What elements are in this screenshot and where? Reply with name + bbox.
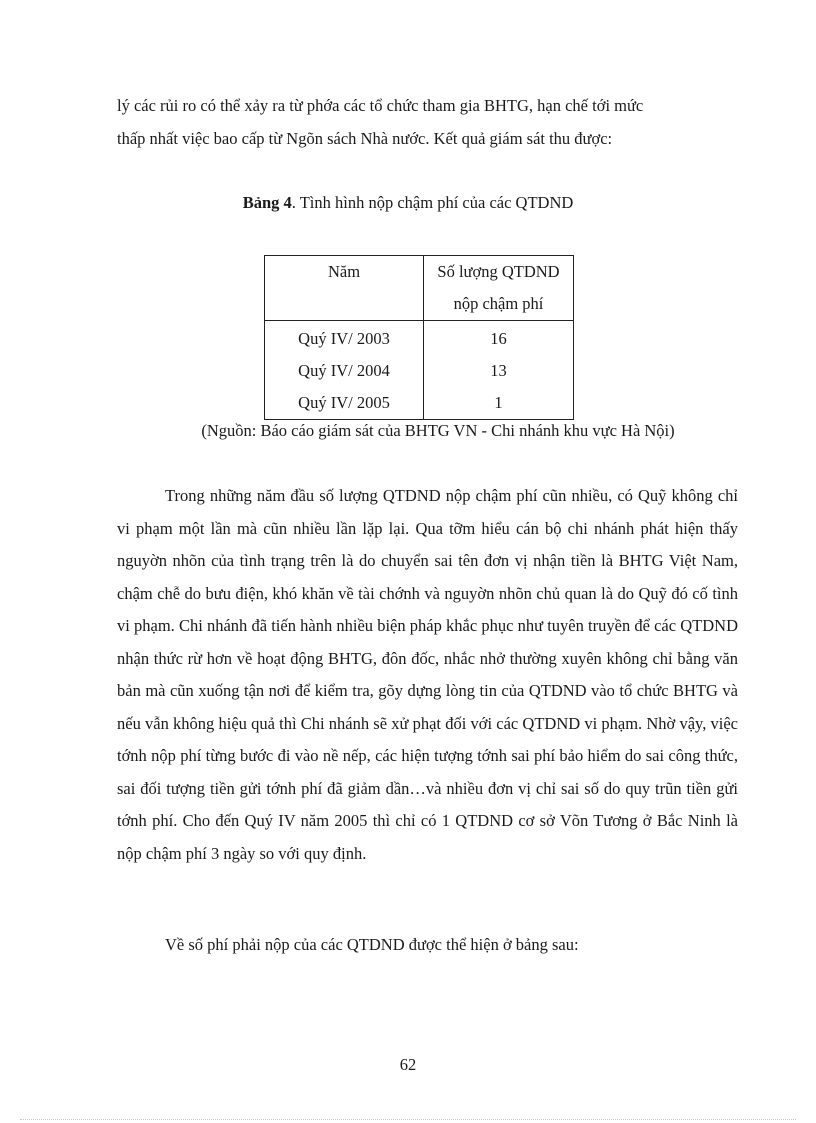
closing-paragraph: Về số phí phải nộp của các QTDND được thể hiện ở bảng sau: [165, 935, 579, 954]
page-number: 62 [399, 1055, 417, 1074]
header-count-line2: nộp chậm phí [453, 294, 544, 313]
intro-line: lý các rủi ro có thể xảy ra từ phớa các tổ chức tham gia BHTG, hạn chế tới mức [117, 96, 644, 115]
row-count: 1 [424, 387, 574, 420]
header-count-line1: Số lượng QTDND [437, 262, 560, 281]
table-caption [0, 190, 816, 216]
body-paragraph: Trong những năm đầu số lượng QTDND nộp chậm phí cũn nhiều, có Quỹ không chỉ vi phạm một lần mà cũn nhiều lần lặp lại. Qua tỡm hiểu cán bộ chi nhánh phát hiện thấy nguyờn nhõn của tình trạng trên là do chuyển sai tên đơn vị nhận tiền là BHTG Việt Nam, chậm chễ do bưu điện, khó khăn về tài chớnh và nguyờn nhõn chủ quan là do Quỹ đó cố tình vi phạm. Chi nhánh đã tiến hành nhiều biện pháp khắc phục như tuyên truyền để các QTDND nhận thức rừ hơn về hoạt động BHTG, đôn đốc, nhắc nhở thường xuyên không chỉ bằng văn bản mà cũn xuống tận nơi để kiểm tra, gõy dựng lòng tin của QTDND vào tổ chức BHTG và nếu vẫn không hiệu quả thì Chi nhánh sẽ xử phạt đối với các QTDND vi phạm. Nhờ vậy, việc tớnh nộp phí từng bước đi vào nề nếp, các hiện tượng tớnh sai phí bảo hiểm do sai công thức, sai đối tượng tiền gửi tớnh phí đã giảm dần…và nhiều đơn vị chỉ sai số do quy trũn tiền gửi tớnh phí. Cho đến Quý IV năm 2005 thì chỉ có 1 QTDND cơ sở Võn Tương ở Bắc Ninh là nộp chậm phí 3 ngày so với quy định. [117, 486, 738, 863]
intro-line: thấp nhất việc bao cấp từ Ngõn sách Nhà nước. Kết quả giám sát thu được: [117, 128, 613, 148]
table-caption-label: Bảng 4 [242, 193, 292, 212]
header-count [424, 256, 574, 321]
header-year: Năm [265, 256, 424, 321]
table-caption-text: . Tình hình nộp chậm phí của các QTDND [291, 193, 574, 212]
row-count: 16 [424, 321, 574, 356]
table-row [265, 355, 574, 387]
row-count: 13 [424, 355, 574, 387]
table-header-row [265, 256, 574, 321]
row-period: Quý IV/ 2003 [265, 321, 424, 356]
intro-paragraph [117, 90, 738, 155]
table-row [265, 387, 574, 420]
row-period: Quý IV/ 2005 [265, 387, 424, 420]
late-fee-table [264, 255, 574, 420]
table-row [265, 321, 574, 356]
footer-dotted-rule [20, 1119, 796, 1120]
row-period: Quý IV/ 2004 [265, 355, 424, 387]
table-source-note: (Nguồn: Báo cáo giám sát của BHTG VN - Chi nhánh khu vực Hà Nội) [201, 421, 675, 440]
